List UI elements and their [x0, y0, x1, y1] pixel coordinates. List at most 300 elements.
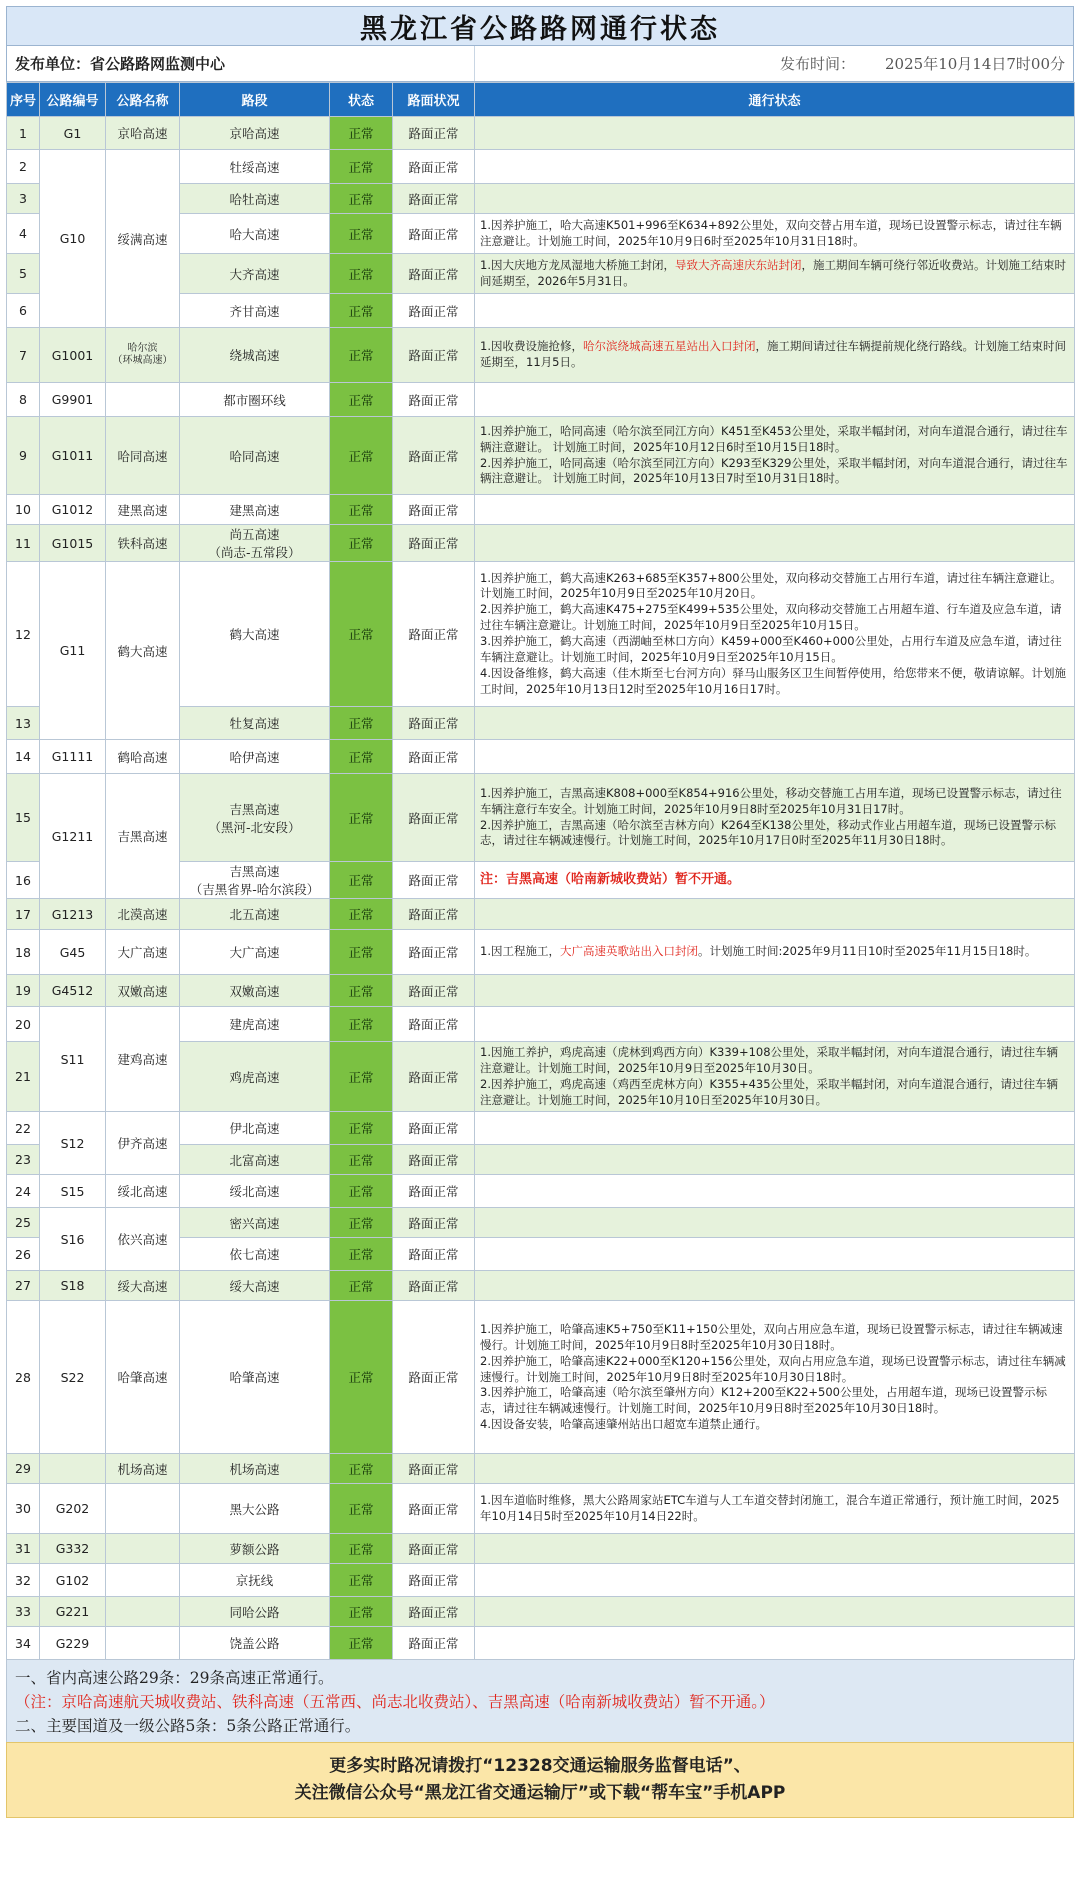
road-name-line: （环城高速） — [112, 355, 173, 366]
segment-line: （黑河-北安段） — [208, 819, 301, 835]
status-badge: 正常 — [330, 1145, 393, 1175]
row-index: 34 — [7, 1627, 40, 1660]
row-index: 22 — [7, 1112, 40, 1145]
road-name: 吉黑高速 — [106, 774, 180, 899]
status-badge: 正常 — [330, 417, 393, 495]
surface-status: 路面正常 — [393, 1145, 475, 1175]
row-index: 20 — [7, 1007, 40, 1042]
table-row — [7, 383, 1075, 417]
detail-text: 3.因养护施工，鹤大高速（西湖岫至林口方向）K459+000至K460+000公里处，占用行车道及应急车道，请过往车辆注意避让。计划施工时间，2025年10月9日至2025年10月15日。 — [480, 634, 1062, 664]
segment — [180, 525, 330, 562]
status-badge: 正常 — [330, 1301, 393, 1454]
table-row — [7, 525, 1075, 562]
detail-text: ，施工期间车辆可绕行邻近收费站。计划施工结束时间延期至，2026年5月31日。 — [480, 257, 1066, 288]
road-name: 鹤哈高速 — [106, 740, 180, 774]
status-badge: 正常 — [330, 1208, 393, 1238]
row-index: 6 — [7, 294, 40, 328]
surface-status: 路面正常 — [393, 495, 475, 525]
road-code: G229 — [40, 1627, 106, 1660]
segment — [180, 1534, 330, 1564]
segment — [180, 150, 330, 184]
status-badge: 正常 — [330, 930, 393, 975]
surface-status: 路面正常 — [393, 1112, 475, 1145]
surface-status: 路面正常 — [393, 254, 475, 294]
row-index: 14 — [7, 740, 40, 774]
road-name: 哈同高速 — [106, 417, 180, 495]
detail-text: 1.因施工养护，鸡虎高速（虎林到鸡西方向）K339+108公里处，采取半幅封闭，对向车道混合通行，请过往车辆注意避让。计划施工时间，2025年10月9日至2025年10月30日。 — [480, 1045, 1059, 1075]
segment-line: 都市圈环线 — [223, 392, 286, 408]
road-code: S16 — [40, 1208, 106, 1271]
segment — [180, 417, 330, 495]
table-row — [7, 774, 1075, 862]
surface-status: 路面正常 — [393, 1564, 475, 1597]
detail-text: 4.因设备安装，哈肇高速肇州站出口超宽车道禁止通行。 — [480, 1417, 767, 1432]
detail-text: 1.因养护施工，鹤大高速K263+685至K357+800公里处，双向移动交替施工占用行车道，请过往车辆注意避让。计划施工时间，2025年10月9日至2025年10月20日。 — [480, 570, 1062, 601]
row-index: 3 — [7, 184, 40, 214]
row-index: 18 — [7, 930, 40, 975]
road-name: 双嫩高速 — [106, 975, 180, 1007]
status-badge: 正常 — [330, 1175, 393, 1208]
header-road-code: 公路编号 — [40, 83, 106, 117]
status-badge: 正常 — [330, 184, 393, 214]
road-code: G202 — [40, 1484, 106, 1534]
road-name: 京哈高速 — [106, 117, 180, 150]
publish-time-label: 发布时间： — [780, 55, 856, 73]
traffic-detail — [475, 1112, 1075, 1145]
segment-line: 齐甘高速 — [229, 303, 280, 319]
road-code: S12 — [40, 1112, 106, 1175]
surface-status: 路面正常 — [393, 294, 475, 328]
segment-line: 绥大高速 — [229, 1278, 280, 1294]
surface-status: 路面正常 — [393, 1627, 475, 1660]
road-name: 建黑高速 — [106, 495, 180, 525]
road-code: G1111 — [40, 740, 106, 774]
road-name — [106, 1564, 180, 1597]
segment-line: 牡复高速 — [229, 716, 280, 731]
status-badge: 正常 — [330, 383, 393, 417]
traffic-detail — [475, 184, 1075, 214]
segment — [180, 1484, 330, 1534]
row-index: 12 — [7, 562, 40, 707]
detail-text: 1.因收费设施抢修， — [480, 339, 583, 354]
table-row — [7, 117, 1075, 150]
segment — [180, 774, 330, 862]
segment-line: 黑大公路 — [229, 1501, 280, 1517]
publish-time: 2025年10月14日7时00分 — [885, 55, 1065, 73]
row-index: 11 — [7, 525, 40, 562]
detail-text: 1.因车道临时维修，黑大公路周家站ETC车道与人工车道交替封闭施工，混合车道正常通行，预计施工时间，2025年10月14日5时至2025年10月14日22时。 — [480, 1493, 1060, 1523]
road-name — [106, 1627, 180, 1660]
segment-line: 依七高速 — [229, 1247, 280, 1263]
table-row — [7, 495, 1075, 525]
closure-note: 注：吉黑高速（哈南新城收费站）暂不开通。 — [480, 872, 741, 888]
segment-line: 饶盖公路 — [229, 1636, 280, 1652]
traffic-detail — [475, 862, 1075, 899]
row-index: 7 — [7, 328, 40, 383]
table-row — [7, 328, 1075, 383]
row-index: 26 — [7, 1238, 40, 1271]
status-badge: 正常 — [330, 707, 393, 740]
segment-line: （吉黑省界-哈尔滨段） — [189, 882, 320, 897]
status-table — [6, 82, 1075, 1660]
road-code — [40, 1454, 106, 1484]
segment-line: 伊北高速 — [229, 1121, 280, 1137]
surface-status: 路面正常 — [393, 328, 475, 383]
segment-line: 建黑高速 — [229, 502, 280, 518]
road-code: G9901 — [40, 383, 106, 417]
segment-line: 吉黑高速 — [229, 801, 280, 817]
road-code: S22 — [40, 1301, 106, 1454]
road-code: S11 — [40, 1007, 106, 1112]
traffic-detail — [475, 254, 1075, 294]
segment — [180, 117, 330, 150]
segment-line: 哈肇高速 — [229, 1370, 280, 1386]
closure-highlight: 大广高速英歌站出入口封闭 — [559, 944, 698, 959]
traffic-detail — [475, 1208, 1075, 1238]
road-name: 依兴高速 — [106, 1208, 180, 1271]
row-index: 28 — [7, 1301, 40, 1454]
segment-line: 北五高速 — [229, 907, 280, 922]
status-badge: 正常 — [330, 525, 393, 562]
table-row — [7, 1271, 1075, 1301]
surface-status: 路面正常 — [393, 1454, 475, 1484]
surface-status: 路面正常 — [393, 774, 475, 862]
segment — [180, 1454, 330, 1484]
publish-time-box — [475, 46, 1073, 81]
status-badge: 正常 — [330, 495, 393, 525]
surface-status: 路面正常 — [393, 1208, 475, 1238]
segment-line: 哈伊高速 — [229, 749, 280, 765]
summary-note: （注：京哈高速航天城收费站、铁科高速（五常西、尚志北收费站）、吉黑高速（哈南新城收费站）暂不开通。） — [15, 1693, 775, 1712]
segment-line: 双嫩高速 — [229, 983, 280, 999]
header-segment: 路段 — [180, 83, 330, 117]
row-index: 19 — [7, 975, 40, 1007]
row-index: 5 — [7, 254, 40, 294]
header-surface: 路面状况 — [393, 83, 475, 117]
road-name: 北漠高速 — [106, 899, 180, 930]
segment-line: 京抚线 — [235, 1573, 274, 1589]
surface-status: 路面正常 — [393, 1238, 475, 1271]
status-badge: 正常 — [330, 1454, 393, 1484]
detail-text: 1.因养护施工，哈肇高速K5+750至K11+150公里处，双向占用应急车道，现场已设置警示标志，请过往车辆减速慢行。计划施工时间，2025年10月9日8时至2025年10月30日18时。 — [480, 1321, 1063, 1352]
road-name: 哈肇高速 — [106, 1301, 180, 1454]
detail-text: 。计划施工时间:2025年9月11日10时至2025年11月15日18时。 — [697, 944, 1037, 959]
surface-status: 路面正常 — [393, 1534, 475, 1564]
segment — [180, 1208, 330, 1238]
road-name: 建鸡高速 — [106, 1007, 180, 1112]
road-code: S18 — [40, 1271, 106, 1301]
segment — [180, 328, 330, 383]
row-index: 21 — [7, 1042, 40, 1112]
traffic-detail — [475, 1627, 1075, 1660]
header-status: 状态 — [330, 83, 393, 117]
road-code: G1213 — [40, 899, 106, 930]
status-badge: 正常 — [330, 150, 393, 184]
detail-text: 2.因养护施工，哈肇高速K22+000至K120+156公里处，双向占用应急车道，现场已设置警示标志，请过往车辆减速慢行。计划施工时间，2025年10月9日8时至2025年10月30日18时。 — [480, 1353, 1066, 1384]
detail-text: 2.因养护施工，吉黑高速（哈尔滨至吉林方向）K264至K138公里处，移动式作业占用超车道，现场已设置警示标志，请过往车辆减速慢行。计划施工时间，2025年10月17日0时至2025年11月30日18时。 — [480, 817, 1056, 848]
header-road-name: 公路名称 — [106, 83, 180, 117]
road-code: G45 — [40, 930, 106, 975]
surface-status: 路面正常 — [393, 1484, 475, 1534]
surface-status: 路面正常 — [393, 1301, 475, 1454]
road-name: 伊齐高速 — [106, 1112, 180, 1175]
road-code: G1 — [40, 117, 106, 150]
traffic-detail — [475, 117, 1075, 150]
table-row — [7, 1175, 1075, 1208]
traffic-detail — [475, 740, 1075, 774]
footer-line-2: 关注微信公众号“黑龙江省交通运输厅”或下载“帮车宝”手机APP — [294, 1783, 786, 1804]
segment — [180, 184, 330, 214]
table-row — [7, 740, 1075, 774]
surface-status: 路面正常 — [393, 707, 475, 740]
row-index: 32 — [7, 1564, 40, 1597]
road-name: 绥北高速 — [106, 1175, 180, 1208]
surface-status: 路面正常 — [393, 862, 475, 899]
segment — [180, 862, 330, 899]
status-badge: 正常 — [330, 1484, 393, 1534]
traffic-detail — [475, 214, 1075, 254]
traffic-detail — [475, 707, 1075, 740]
detail-text: 1.因工程施工， — [480, 944, 560, 959]
row-index: 2 — [7, 150, 40, 184]
traffic-detail — [475, 150, 1075, 184]
segment — [180, 495, 330, 525]
traffic-detail — [475, 1042, 1075, 1112]
road-name: 绥满高速 — [106, 150, 180, 328]
table-row — [7, 150, 1075, 184]
table-row — [7, 1301, 1075, 1454]
detail-text: 1.因养护施工，哈大高速K501+996至K634+892公里处，双向交替占用车道，现场已设置警示标志，请过往车辆注意避让。计划施工时间，2025年10月9日6时至2025年10月31日18时。 — [480, 217, 1062, 248]
road-code: G1015 — [40, 525, 106, 562]
status-badge: 正常 — [330, 254, 393, 294]
surface-status: 路面正常 — [393, 1175, 475, 1208]
row-index: 1 — [7, 117, 40, 150]
segment — [180, 1597, 330, 1627]
status-badge: 正常 — [330, 740, 393, 774]
status-badge: 正常 — [330, 1112, 393, 1145]
surface-status: 路面正常 — [393, 214, 475, 254]
status-badge: 正常 — [330, 1271, 393, 1301]
row-index: 8 — [7, 383, 40, 417]
segment — [180, 214, 330, 254]
row-index: 31 — [7, 1534, 40, 1564]
segment — [180, 1238, 330, 1271]
table-row — [7, 1112, 1075, 1145]
detail-text: 1.因养护施工，哈同高速（哈尔滨至同江方向）K451至K453公里处，采取半幅封闭，对向车道混合通行，请过往车辆注意避让。 计划施工时间，2025年10月12日6时至10月15日18时。 — [480, 423, 1068, 454]
traffic-detail — [475, 1238, 1075, 1271]
traffic-detail — [475, 975, 1075, 1007]
road-code: G10 — [40, 150, 106, 328]
table-row — [7, 1534, 1075, 1564]
detail-text: 4.因设备维修，鹤大高速（佳木斯至七台河方向）驿马山服务区卫生间暂停使用，给您带来不便，敬请谅解。计划施工时间，2025年10月13日12时至2025年10月16日17时。 — [480, 665, 1066, 696]
segment-line: 密兴高速 — [229, 1215, 280, 1231]
page-title: 黑龙江省公路路网通行状态 — [6, 6, 1074, 46]
table-row — [7, 1484, 1075, 1534]
traffic-detail — [475, 1145, 1075, 1175]
segment-line: 北富高速 — [229, 1152, 280, 1168]
status-badge: 正常 — [330, 975, 393, 1007]
row-index: 17 — [7, 899, 40, 930]
summary-national-roads: 二、主要国道及一级公路5条：5条公路正常通行。 — [15, 1717, 361, 1736]
row-index: 15 — [7, 774, 40, 862]
segment — [180, 1042, 330, 1112]
row-index: 25 — [7, 1208, 40, 1238]
row-index: 30 — [7, 1484, 40, 1534]
segment — [180, 740, 330, 774]
segment-line: 京哈高速 — [229, 126, 280, 141]
surface-status: 路面正常 — [393, 975, 475, 1007]
detail-text: 1.因大庆地方龙凤湿地大桥施工封闭， — [480, 257, 675, 272]
table-row — [7, 930, 1075, 975]
table-row — [7, 417, 1075, 495]
segment-line: 萝额公路 — [229, 1541, 280, 1557]
traffic-detail — [475, 417, 1075, 495]
traffic-detail — [475, 1454, 1075, 1484]
segment — [180, 1175, 330, 1208]
segment-line: 哈同高速 — [229, 448, 280, 464]
page — [6, 6, 1074, 1818]
road-code: G1211 — [40, 774, 106, 899]
segment-line: 同哈公路 — [229, 1604, 280, 1620]
status-badge: 正常 — [330, 562, 393, 707]
segment — [180, 1627, 330, 1660]
traffic-detail — [475, 562, 1075, 707]
traffic-detail — [475, 525, 1075, 562]
segment — [180, 254, 330, 294]
table-row — [7, 1627, 1075, 1660]
detail-text: 2.因养护施工，哈同高速（哈尔滨至同江方向）K293至K329公里处，采取半幅封闭，对向车道混合通行，请过往车辆注意避让。 计划施工时间，2025年10月13日7时至10月31日18时。 — [480, 455, 1068, 486]
segment — [180, 562, 330, 707]
traffic-detail — [475, 899, 1075, 930]
road-code: G1001 — [40, 328, 106, 383]
road-code: G4512 — [40, 975, 106, 1007]
surface-status: 路面正常 — [393, 417, 475, 495]
surface-status: 路面正常 — [393, 1042, 475, 1112]
surface-status: 路面正常 — [393, 1271, 475, 1301]
closure-highlight: 导致大齐高速庆东站封闭 — [674, 257, 802, 272]
row-index: 27 — [7, 1271, 40, 1301]
segment — [180, 383, 330, 417]
surface-status: 路面正常 — [393, 1007, 475, 1042]
status-badge: 正常 — [330, 1564, 393, 1597]
publish-info-row — [6, 46, 1074, 82]
row-index: 13 — [7, 707, 40, 740]
segment — [180, 707, 330, 740]
status-badge: 正常 — [330, 1627, 393, 1660]
table-row — [7, 1208, 1075, 1238]
segment-line: 吉黑高速 — [229, 864, 280, 879]
segment-line: 牡绥高速 — [229, 159, 280, 175]
detail-text: 2.因养护施工，鹤大高速K475+275至K499+535公里处，双向移动交替施工占用超车道、行车道及应急车道，请过往车辆注意避让。计划施工时间，2025年10月9日至2025年10月15日。 — [480, 602, 1062, 633]
segment-line: 大齐高速 — [229, 266, 280, 282]
table-row — [7, 1007, 1075, 1042]
surface-status: 路面正常 — [393, 740, 475, 774]
road-name — [106, 1534, 180, 1564]
summary — [6, 1660, 1074, 1742]
table-row — [7, 562, 1075, 707]
surface-status: 路面正常 — [393, 184, 475, 214]
row-index: 33 — [7, 1597, 40, 1627]
segment — [180, 1145, 330, 1175]
segment-line: 哈大高速 — [229, 226, 280, 242]
segment — [180, 1301, 330, 1454]
road-name — [106, 383, 180, 417]
status-badge: 正常 — [330, 294, 393, 328]
traffic-detail — [475, 930, 1075, 975]
row-index: 16 — [7, 862, 40, 899]
road-code: G11 — [40, 562, 106, 740]
publisher: 发布单位：省公路路网监测中心 — [7, 46, 475, 81]
header-index: 序号 — [7, 83, 40, 117]
traffic-detail — [475, 495, 1075, 525]
surface-status: 路面正常 — [393, 562, 475, 707]
road-code: G332 — [40, 1534, 106, 1564]
segment-line: 建虎高速 — [229, 1017, 280, 1032]
road-code: G1012 — [40, 495, 106, 525]
road-name: 铁科高速 — [106, 525, 180, 562]
road-name — [106, 1484, 180, 1534]
segment — [180, 294, 330, 328]
traffic-detail — [475, 774, 1075, 862]
traffic-detail — [475, 1484, 1075, 1534]
surface-status: 路面正常 — [393, 117, 475, 150]
status-badge: 正常 — [330, 214, 393, 254]
status-badge: 正常 — [330, 117, 393, 150]
road-name — [106, 328, 180, 383]
traffic-detail — [475, 1301, 1075, 1454]
road-name: 机场高速 — [106, 1454, 180, 1484]
status-badge: 正常 — [330, 1042, 393, 1112]
surface-status: 路面正常 — [393, 525, 475, 562]
road-name: 大广高速 — [106, 930, 180, 975]
detail-text: ，施工期间请过往车辆提前规化绕行路线。计划施工结束时间延期至，11月5日。 — [480, 339, 1066, 369]
segment-line: 机场高速 — [229, 1461, 280, 1477]
segment-line: 绕城高速 — [229, 348, 280, 363]
segment — [180, 1564, 330, 1597]
surface-status: 路面正常 — [393, 899, 475, 930]
road-code: G1011 — [40, 417, 106, 495]
footer-line-1: 更多实时路况请拨打“12328交通运输服务监督电话”、 — [329, 1756, 751, 1777]
status-badge: 正常 — [330, 899, 393, 930]
segment — [180, 1271, 330, 1301]
segment — [180, 930, 330, 975]
traffic-detail — [475, 328, 1075, 383]
detail-text: 3.因养护施工，哈肇高速（哈尔滨至肇州方向）K12+200至K22+500公里处，占用超车道，现场已设置警示标志，请过往车辆减速慢行。计划施工时间，2025年10月9日8时至2025年10月30日18时。 — [480, 1385, 1047, 1416]
traffic-detail — [475, 1271, 1075, 1301]
table-row — [7, 975, 1075, 1007]
road-name-line: 哈尔滨 — [127, 342, 158, 354]
segment-line: （尚志-五常段） — [208, 545, 301, 560]
segment — [180, 1112, 330, 1145]
segment-line: 大广高速 — [229, 945, 280, 960]
traffic-detail — [475, 1597, 1075, 1627]
road-code: G102 — [40, 1564, 106, 1597]
row-index: 9 — [7, 417, 40, 495]
segment-line: 鸡虎高速 — [229, 1069, 280, 1085]
traffic-detail — [475, 1564, 1075, 1597]
segment — [180, 899, 330, 930]
closure-highlight: 哈尔滨绕城高速五星站出入口封闭 — [582, 339, 756, 354]
segment-line: 尚五高速 — [229, 527, 280, 542]
road-code: G221 — [40, 1597, 106, 1627]
table-header-row — [7, 83, 1075, 117]
footer-banner — [6, 1742, 1074, 1818]
surface-status: 路面正常 — [393, 1597, 475, 1627]
segment-line: 绥北高速 — [229, 1184, 280, 1200]
row-index: 10 — [7, 495, 40, 525]
table-row — [7, 1597, 1075, 1627]
status-badge: 正常 — [330, 328, 393, 383]
